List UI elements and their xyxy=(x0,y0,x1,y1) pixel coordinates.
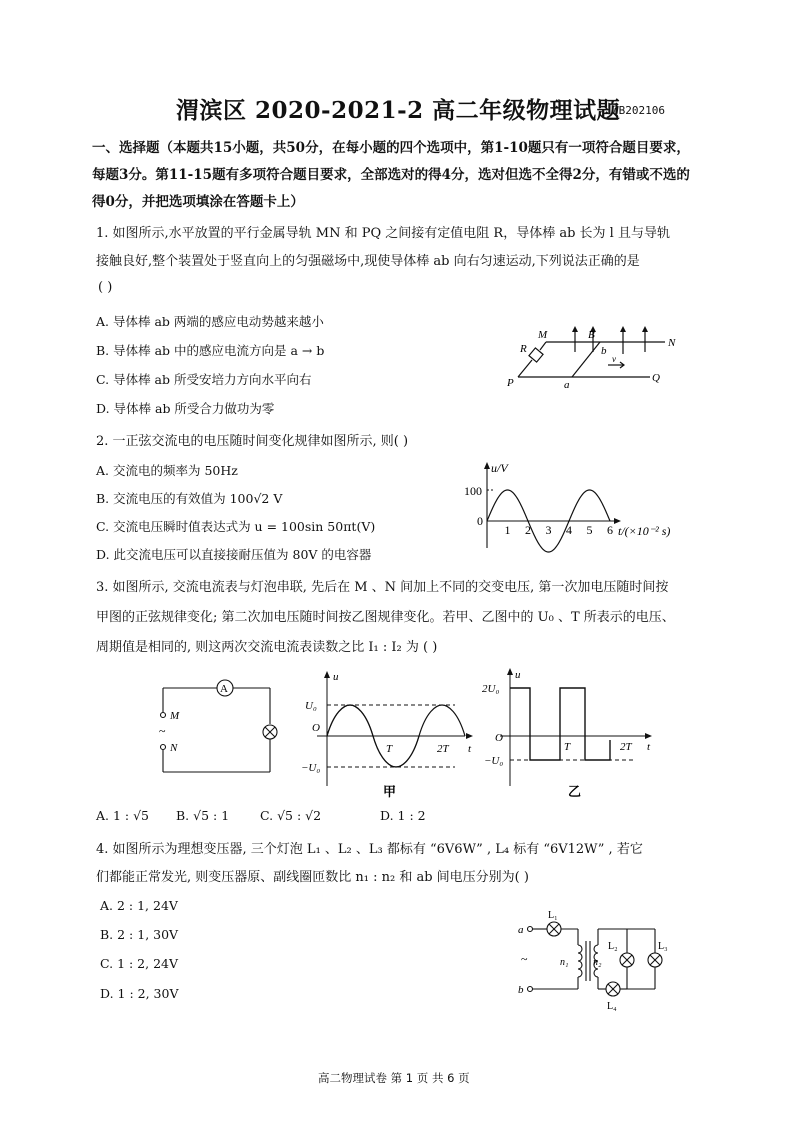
chart-xtick-1: 1 xyxy=(504,523,511,537)
q4-option-a: A. 2 : 1, 24V xyxy=(100,898,178,913)
q2-option-a: A. 交流电的频率为 50Hz xyxy=(96,463,238,478)
q4-transformer-figure xyxy=(510,905,685,1015)
q1-stem-line1: 1. 如图所示,水平放置的平行金属导轨 MN 和 PQ 之间接有定值电阻 R，导体棒 ab 长为 l 且与导轨 xyxy=(96,226,670,241)
q3-jia-negU0: −U₀ xyxy=(301,762,321,774)
q1-stem-line2: 接触良好,整个装置处于竖直向上的匀强磁场中,现使导体棒 ab 向右匀速运动,下列说法正确的是 xyxy=(96,254,640,269)
q3-option-c: C. √5 : √2 xyxy=(260,808,322,823)
q1-label-R: R xyxy=(520,343,527,355)
q1-stem-line3: ( ) xyxy=(98,280,113,295)
q1-label-P: P xyxy=(507,377,514,389)
chart-xtick-5: 5 xyxy=(586,523,593,537)
page-footer: 高二物理试卷 第 1 页 共 6 页 xyxy=(318,1071,470,1085)
q4-label-n2: n₂ xyxy=(593,957,602,968)
q2-option-c: C. 交流电压瞬时值表达式为 u = 100sin 50πt(V) xyxy=(96,519,376,534)
q3-yi-T: T xyxy=(564,741,571,753)
q1-option-c: C. 导体棒 ab 所受安培力方向水平向右 xyxy=(96,372,312,387)
q1-option-b: B. 导体棒 ab 中的感应电流方向是 a → b xyxy=(96,343,325,358)
q1-option-d: D. 导体棒 ab 所受合力做功为零 xyxy=(96,401,275,416)
q3-label-M: M xyxy=(170,710,180,722)
chart-ytick-100: 100 xyxy=(464,484,482,498)
page-title: 渭滨区 2020-2021-2 高二年级物理试题 xyxy=(176,97,621,124)
q4-label-a: a xyxy=(518,924,524,936)
paper-code: WB202106 xyxy=(612,104,665,117)
q4-stem-line1: 4. 如图所示为理想变压器, 三个灯泡 L₁ 、L₂ 、L₃ 都标有 “6V6W” , L₄ 标有 “6V12W” , 若它 xyxy=(96,842,643,857)
q3-option-d: D. 1 : 2 xyxy=(380,808,426,823)
q4-option-b: B. 2 : 1, 30V xyxy=(100,927,179,942)
q4-label-L4: L₄ xyxy=(607,1001,617,1012)
q3-stem-line1: 3. 如图所示, 交流电流表与灯泡串联, 先后在 M 、N 间加上不同的交变电压, 第一次加电压随时间按 xyxy=(96,580,669,595)
q3-jia-O: O xyxy=(312,722,320,734)
q3-tilde: ~ xyxy=(159,724,166,738)
q3-yi-u-label: u xyxy=(515,669,521,681)
q2-voltage-chart xyxy=(455,458,700,558)
q4-stem-line2: 们都能正常发光, 则变压器原、副线圈匝数比 n₁ : n₂ 和 ab 间电压分别为( ) xyxy=(96,870,529,885)
q3-jia-T: T xyxy=(386,743,393,755)
q3-jia-t: t xyxy=(468,743,472,755)
q1-label-B: B xyxy=(588,329,595,341)
q1-label-a: a xyxy=(564,379,570,391)
q3-yi-negU0: −U₀ xyxy=(484,755,504,767)
q3-yi-2T: 2T xyxy=(620,741,632,753)
chart-xlabel: t/(×10⁻² s) xyxy=(618,524,671,538)
chart-xtick-6: 6 xyxy=(607,523,613,537)
q1-label-b: b xyxy=(601,345,607,357)
q4-label-L2: L₂ xyxy=(608,941,618,952)
q1-option-a: A. 导体棒 ab 两端的感应电动势越来越小 xyxy=(96,314,324,329)
q3-jia-u-label: u xyxy=(333,671,339,683)
section-instructions-line1: 一、选择题（本题共15小题，共50分，在每小题的四个选项中，第1-10题只有一项符合题目要求， xyxy=(92,140,690,156)
chart-xtick-2: 2 xyxy=(525,523,531,537)
q3-label-N: N xyxy=(170,742,178,754)
q2-stem: 2. 一正弦交流电的电压随时间变化规律如图所示, 则( ) xyxy=(96,434,409,449)
q1-label-v: v xyxy=(612,354,616,364)
section-instructions-line3: 得0分，并把选项填涂在答题卡上） xyxy=(92,194,304,210)
q3-circuit xyxy=(161,680,278,772)
chart-origin: 0 xyxy=(477,514,483,528)
q3-ammeter-label: A xyxy=(220,683,228,695)
q3-yi-caption: 乙 xyxy=(568,784,582,799)
q4-option-c: C. 1 : 2, 24V xyxy=(100,956,179,971)
q4-option-d: D. 1 : 2, 30V xyxy=(100,986,179,1001)
chart-ylabel: u/V xyxy=(491,461,508,475)
section-instructions-line2: 每题3分。第11-15题有多项符合题目要求，全部选对的得4分，选对但选不全得2分，有错或不选的 xyxy=(92,167,690,183)
q3-jia-U0: U₀ xyxy=(305,700,317,712)
q3-option-b: B. √5 : 1 xyxy=(176,808,230,823)
q3-yi-2U0: 2U₀ xyxy=(482,683,500,695)
q4-label-L3: L₃ xyxy=(658,941,668,952)
q1-label-N: N xyxy=(668,337,676,349)
q3-yi-O: O xyxy=(495,732,503,744)
q4-label-L1: L₁ xyxy=(548,910,558,921)
q4-tilde: ~ xyxy=(521,952,528,966)
chart-xtick-3: 3 xyxy=(545,523,552,537)
q1-label-Q: Q xyxy=(652,372,660,384)
q2-option-d: D. 此交流电压可以直接接耐压值为 80V 的电容器 xyxy=(96,547,372,562)
q1-label-M: M xyxy=(538,329,548,341)
q4-label-b: b xyxy=(518,984,524,996)
q3-figures xyxy=(155,668,675,802)
chart-xtick-4: 4 xyxy=(566,523,572,537)
q2-option-b: B. 交流电压的有效值为 100√2 V xyxy=(96,491,283,506)
q3-stem-line2: 甲图的正弦规律变化; 第二次加电压随时间按乙图规律变化。若甲、乙图中的 U₀ 、T 所表示的电压、 xyxy=(96,610,675,625)
q3-square-wave xyxy=(510,688,610,760)
q1-rail-figure xyxy=(500,322,690,392)
q3-jia-caption: 甲 xyxy=(383,784,397,799)
q4-label-n1: n₁ xyxy=(560,957,569,968)
q3-yi-t: t xyxy=(647,741,651,753)
q3-stem-line3: 周期值是相同的, 则这两次交流电流表读数之比 I₁ : I₂ 为 ( ) xyxy=(96,640,438,655)
q3-option-a: A. 1 : √5 xyxy=(96,808,150,823)
q3-jia-2T: 2T xyxy=(437,743,449,755)
